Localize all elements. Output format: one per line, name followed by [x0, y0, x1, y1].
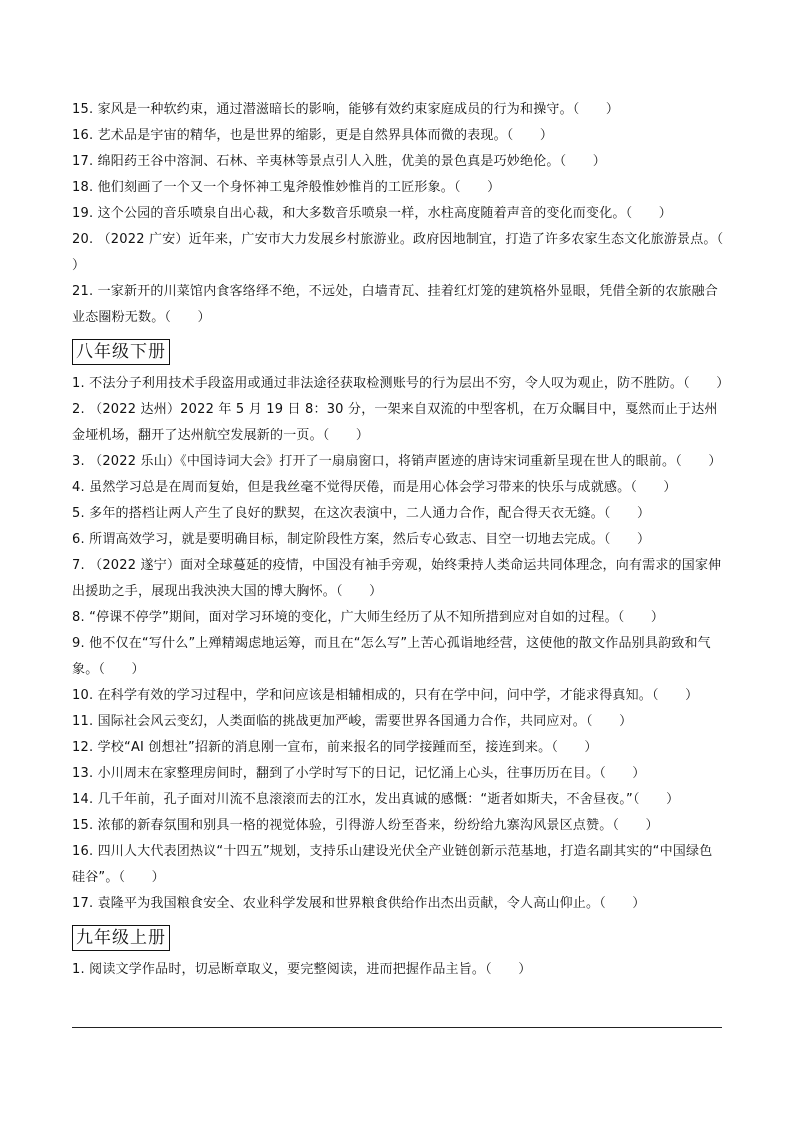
- question-item: 1. 不法分子利用技术手段盗用或通过非法途径获取检测账号的行为层出不穷，令人叹为观止，防不胜防。（ ）: [72, 376, 730, 391]
- section-grade8-vol2: [72, 331, 730, 917]
- question-item: 8. “停课不停学”期间，面对学习环境的变化，广大师生经历了从不知所措到应对自如的过程。（ ）: [72, 610, 665, 625]
- question-item: 12. 学校“AI 创想社”招新的消息刚一宣布，前来报名的同学接踵而至，接连到来。（ ）: [72, 740, 598, 755]
- question-item: 17. 袁隆平为我国粮食安全、农业科学发展和世界粮食供给作出杰出贡献，令人高山仰止。（ ）: [72, 896, 646, 911]
- question-item: 6. 所谓高效学习，就是要明确目标，制定阶段性方案，然后专心致志、目空一切地去完成。（ ）: [72, 532, 651, 547]
- question-item: 18. 他们刻画了一个又一个身怀神工鬼斧般惟妙惟肖的工匠形象。（ ）: [72, 180, 501, 195]
- question-item: 4. 虽然学习总是在周而复始，但是我丝毫不觉得厌倦，而是用心体会学习带来的快乐与成就感。（ ）: [72, 480, 677, 495]
- question-item: 10. 在科学有效的学习过程中，学和问应该是相辅相成的，只有在学中问，问中学，才能求得真知。（ ）: [72, 688, 699, 703]
- question-item: 17. 绵阳药王谷中溶洞、石林、辛夷林等景点引人入胜，优美的景色真是巧妙绝伦。（ ）: [72, 154, 606, 169]
- question-item: 7. （2022 遂宁）面对全球蔓延的疫情，中国没有袖手旁观，始终秉持人类命运共同体理念，向有需求的国家伸出援助之手，展现出我泱泱大国的博大胸怀。（ ）: [72, 558, 722, 599]
- question-item: 21. 一家新开的川菜馆内食客络绎不绝，不远处，白墙青瓦、挂着红灯笼的建筑格外显眼，凭借全新的农旅融合业态圈粉无数。（ ）: [72, 284, 719, 325]
- section-continued: [72, 97, 750, 331]
- question-item: 15. 家风是一种软约束，通过潜滋暗长的影响，能够有效约束家庭成员的行为和操守。（ ）: [72, 102, 620, 117]
- section-heading: 九年级上册: [72, 925, 170, 951]
- question-item: 14. 几千年前，孔子面对川流不息滚滚而去的江水，发出真诚的感慨：“逝者如斯夫，不舍昼夜。”（ ）: [72, 792, 680, 807]
- question-item: 5. 多年的搭档让两人产生了良好的默契，在这次表演中，二人通力合作，配合得天衣无缝。（ ）: [72, 506, 651, 521]
- question-item: 15. 浓郁的新春氛围和别具一格的视觉体验，引得游人纷至沓来，纷纷给九寨沟风景区点赞。（ ）: [72, 818, 659, 833]
- question-item: 20. （2022 广安）近年来，广安市大力发展乡村旅游业。政府因地制宜，打造了许多农家生态文化旅游景点。（ ）: [72, 232, 750, 273]
- section-grade9-vol1: [72, 917, 724, 983]
- question-item: 9. 他不仅在“写什么”上殚精竭虑地运筹，而且在“怎么写”上苦心孤诣地经营，这使他的散文作品别具韵致和气象。（ ）: [72, 636, 711, 677]
- question-item: 16. 艺术品是宇宙的精华，也是世界的缩影，更是自然界具体而微的表现。（ ）: [72, 128, 554, 143]
- section-heading: 八年级下册: [72, 339, 170, 365]
- footer-divider: [72, 1027, 722, 1028]
- question-item: 16. 四川人大代表团热议“十四五”规划，支持乐山建设光伏全产业链创新示范基地，打造名副其实的“中国绿色硅谷”。（ ）: [72, 844, 713, 885]
- question-item: 3. （2022 乐山）《中国诗词大会》打开了一扇扇窗口，将销声匿迹的唐诗宋词重新呈现在世人的眼前。（ ）: [72, 454, 722, 469]
- question-item: 11. 国际社会风云变幻，人类面临的挑战更加严峻，需要世界各国通力合作，共同应对。（ ）: [72, 714, 633, 729]
- question-list: [72, 97, 750, 983]
- question-item: 1. 阅读文学作品时，切忌断章取义，要完整阅读，进而把握作品主旨。（ ）: [72, 962, 532, 977]
- question-item: 2. （2022 达州）2022 年 5 月 19 日 8：30 分，一架来自双流的中型客机，在万众瞩目中，戛然而止于达州金垭机场，翻开了达州航空发展新的一页。（ ）: [72, 402, 718, 443]
- question-item: 19. 这个公园的音乐喷泉自出心裁，和大多数音乐喷泉一样，水柱高度随着声音的变化而变化。（ ）: [72, 206, 672, 221]
- question-item: 13. 小川周末在家整理房间时，翻到了小学时写下的日记，记忆涌上心头，往事历历在目。（ ）: [72, 766, 646, 781]
